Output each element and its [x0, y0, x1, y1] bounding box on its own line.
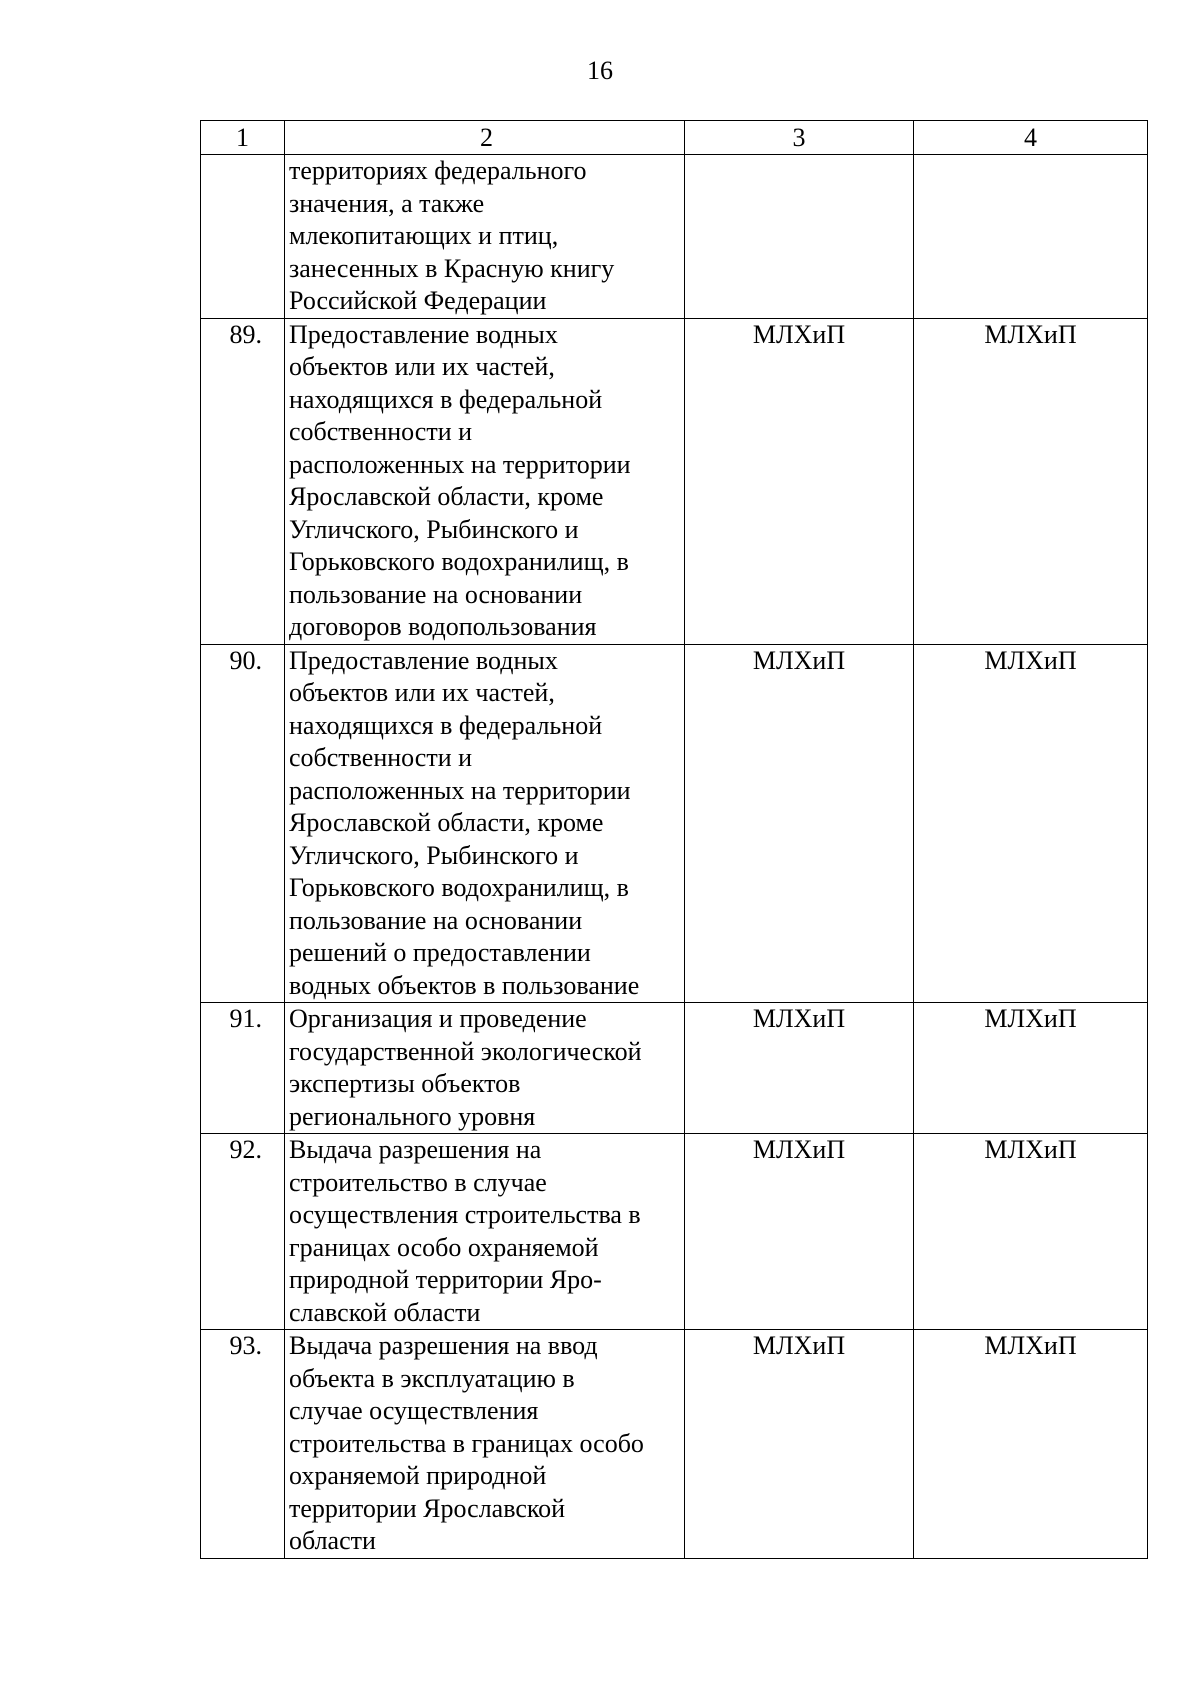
table-header-row	[201, 121, 1148, 155]
row-description	[285, 1003, 685, 1134]
header-cell-3: 3	[685, 121, 914, 155]
header-cell-1: 1	[201, 121, 285, 155]
table-row	[201, 1330, 1148, 1559]
row-col4: МЛХиП	[914, 1330, 1148, 1559]
row-description-text: Выдача разрешения на строительство в случае осуществления строительства в границах особо охраняемой природной территории Яро- славской области	[289, 1135, 641, 1327]
row-description-text: Организация и проведение государственной экологической экспертизы объектов регионального уровня	[289, 1004, 642, 1131]
row-description-text: Предоставление водных объектов или их частей, находящихся в федеральной собственности и расположенных на территории Ярославской области, кроме Угличского, Рыбинского и Горьковского водохранилищ, в пользование на основании договоров водопользования	[289, 319, 631, 641]
document-table	[200, 120, 1148, 1559]
row-number: 93.	[201, 1330, 285, 1559]
row-col4: МЛХиП	[914, 1003, 1148, 1134]
row-col3: МЛХиП	[685, 1330, 914, 1559]
row-description-text: территориях федерального значения, а также млекопитающих и птиц, занесенных в Красную книгу Российской Федерации	[289, 156, 615, 315]
row-description	[285, 1330, 685, 1559]
row-col3: МЛХиП	[685, 644, 914, 1003]
row-description	[285, 155, 685, 319]
row-col4: МЛХиП	[914, 644, 1148, 1003]
row-description-text: Предоставление водных объектов или их частей, находящихся в федеральной собственности и расположенных на территории Ярославской области, кроме Угличского, Рыбинского и Горьковского водохранилищ, в пользование на основании решений о предоставлении водных объектов в пользование	[289, 645, 640, 1000]
row-description-text: Выдача разрешения на ввод объекта в эксплуатацию в случае осуществления строительства в границах особо охраняемой природной территории Ярославской области	[289, 1331, 644, 1555]
row-col4	[914, 155, 1148, 319]
table-row	[201, 644, 1148, 1003]
row-col4: МЛХиП	[914, 318, 1148, 644]
row-col3: МЛХиП	[685, 1003, 914, 1134]
row-col3: МЛХиП	[685, 318, 914, 644]
table-row	[201, 155, 1148, 319]
row-number: 89.	[201, 318, 285, 644]
page-number: 16	[587, 56, 613, 85]
row-col3: МЛХиП	[685, 1134, 914, 1330]
table-row	[201, 1003, 1148, 1134]
row-col3	[685, 155, 914, 319]
row-description	[285, 644, 685, 1003]
row-number	[201, 155, 285, 319]
row-number: 92.	[201, 1134, 285, 1330]
header-cell-4: 4	[914, 121, 1148, 155]
table-row	[201, 318, 1148, 644]
row-description	[285, 1134, 685, 1330]
table-row	[201, 1134, 1148, 1330]
row-description	[285, 318, 685, 644]
row-col4: МЛХиП	[914, 1134, 1148, 1330]
row-number: 90.	[201, 644, 285, 1003]
row-number: 91.	[201, 1003, 285, 1134]
header-cell-2: 2	[285, 121, 685, 155]
